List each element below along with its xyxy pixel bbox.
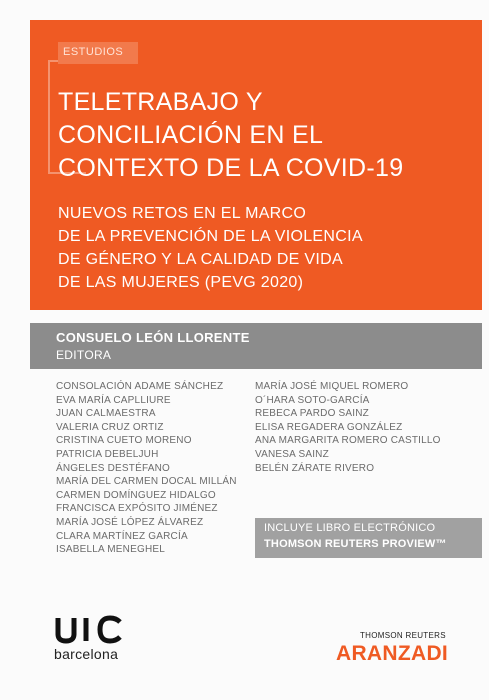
author-name: O´HARA SOTO-GARCÍA: [255, 394, 370, 406]
ebook-line: INCLUYE LIBRO ELECTRÓNICO: [264, 522, 436, 534]
title-line: CONTEXTO DE LA COVID-19: [58, 154, 404, 182]
ebook-product: THOMSON REUTERS PROVIEW™: [264, 538, 447, 550]
subtitle-line: NUEVOS RETOS EN EL MARCO: [58, 205, 307, 222]
author-name: EVA MARÍA CAPLLIURE: [56, 394, 171, 406]
author-name: ELISA REGADERA GONZÁLEZ: [255, 421, 403, 433]
publisher-group: THOMSON REUTERS: [360, 631, 446, 640]
editor-name: CONSUELO LEÓN LLORENTE: [56, 330, 250, 345]
series-label: ESTUDIOS: [63, 46, 124, 58]
uic-letter-c: [100, 618, 120, 641]
authors-list-right: [255, 380, 441, 475]
authors-list-left: [56, 380, 237, 557]
uic-letter-u: [58, 618, 74, 641]
subtitle-line: DE LA PREVENCIÓN DE LA VIOLENCIA: [58, 228, 363, 245]
author-name: VANESA SAINZ: [255, 448, 329, 460]
book-title: [58, 86, 478, 185]
author-name: MARÍA JOSÉ MIQUEL ROMERO: [255, 381, 409, 392]
editor-role: EDITORA: [56, 348, 112, 362]
author-name: FRANCISCA EXPÓSITO JIMÉNEZ: [56, 503, 218, 515]
author-name: CRISTINA CUETO MORENO: [56, 435, 192, 447]
author-name: MARÍA JOSÉ LÓPEZ ÁLVAREZ: [56, 516, 204, 528]
publisher-logo: ARANZADI: [336, 642, 449, 665]
author-name: ANA MARGARITA ROMERO CASTILLO: [255, 435, 441, 447]
author-name: REBECA PARDO SAINZ: [255, 408, 369, 420]
author-name: CARMEN DOMÍNGUEZ HIDALGO: [56, 489, 216, 501]
subtitle-line: DE LAS MUJERES (PEVG 2020): [58, 274, 304, 291]
uic-city: barcelona: [54, 646, 119, 662]
subtitle-line: DE GÉNERO Y LA CALIDAD DE VIDA: [58, 251, 343, 268]
title-line: CONCILIACIÓN EN EL: [58, 121, 324, 149]
author-name: BELÉN ZÁRATE RIVERO: [255, 462, 375, 474]
uic-logo: [54, 614, 134, 644]
author-name: VALERIA CRUZ ORTIZ: [56, 421, 164, 433]
author-name: CONSOLACIÓN ADAME SÁNCHEZ: [56, 381, 224, 392]
author-name: PATRICIA DEBELJUH: [56, 448, 159, 460]
author-name: ISABELLA MENEGHEL: [56, 544, 166, 556]
author-name: JUAN CALMAESTRA: [56, 408, 156, 420]
book-subtitle: [58, 202, 478, 294]
author-name: ÁNGELES DESTÉFANO: [56, 462, 170, 474]
author-name: CLARA MARTÍNEZ GARCÍA: [56, 530, 188, 542]
title-line: TELETRABAJO Y: [58, 88, 263, 116]
author-name: MARÍA DEL CARMEN DOCAL MILLÁN: [56, 476, 237, 488]
